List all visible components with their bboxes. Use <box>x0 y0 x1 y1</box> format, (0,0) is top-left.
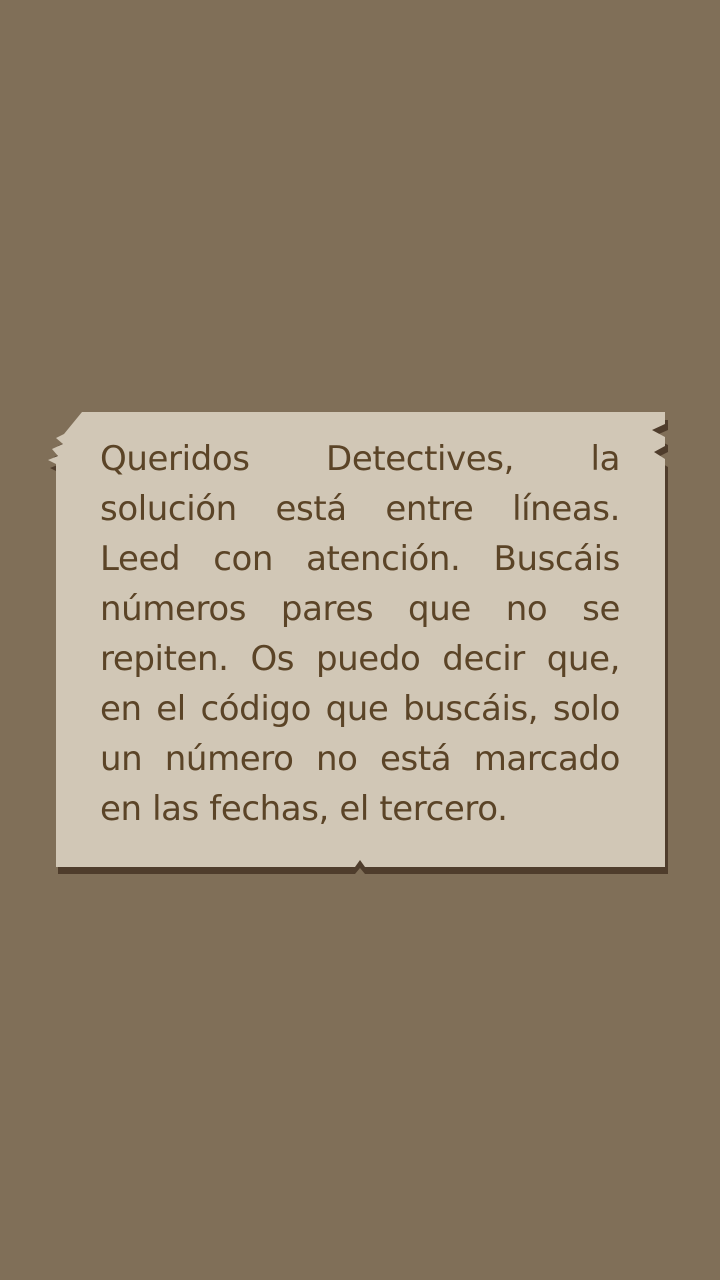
clue-note <box>48 412 668 872</box>
clue-message: Queridos Detectives, la solución está entre líneas. Leed con atención. Buscáis números pares que no se repiten. Os puedo decir que, en el código que buscáis, solo un número no está marcado en las fechas, el tercero. <box>100 439 620 829</box>
